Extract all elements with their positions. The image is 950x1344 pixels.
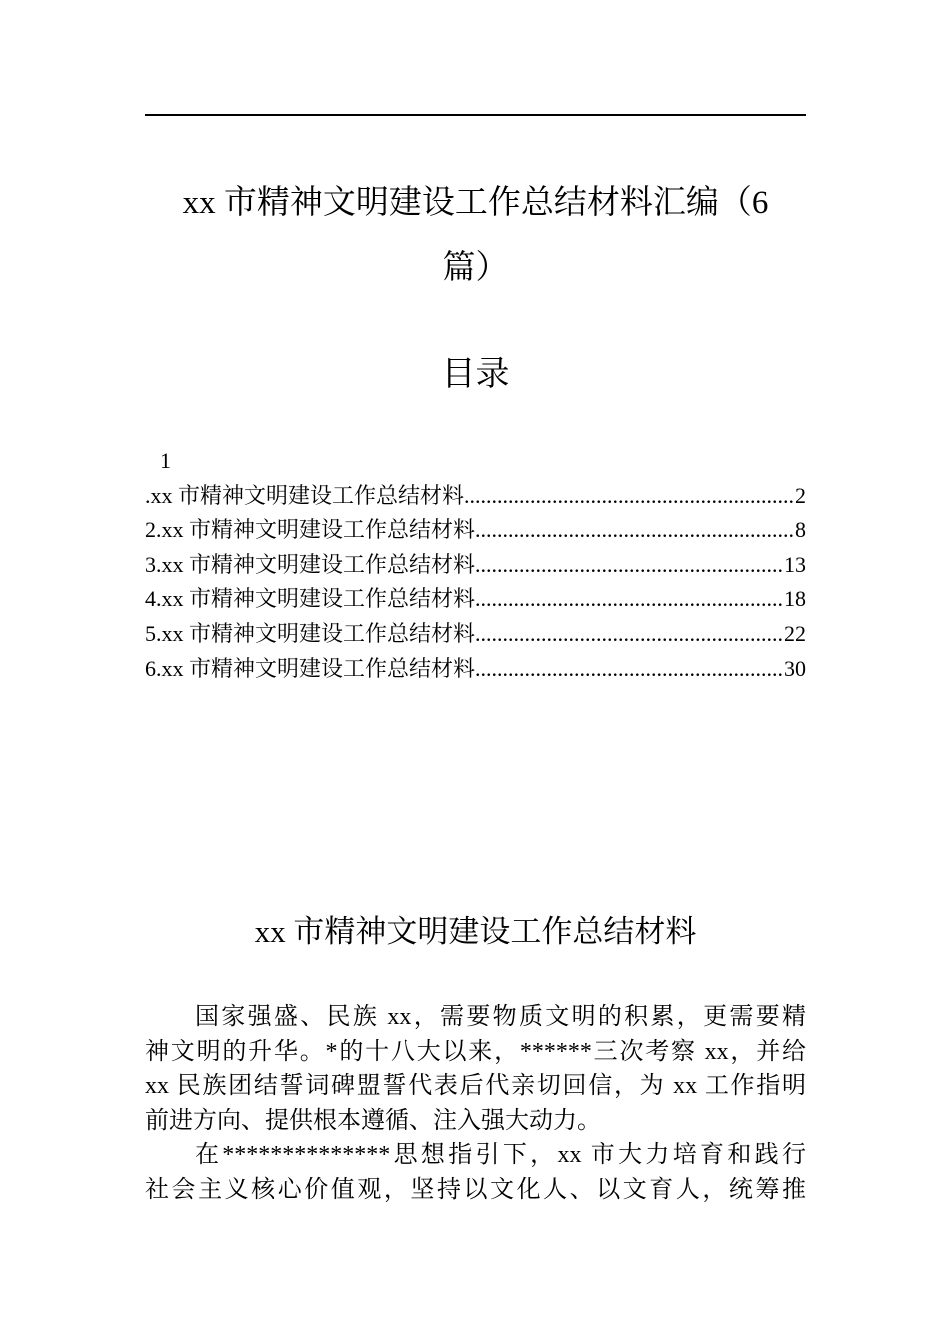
toc-item-page: 8 [795, 517, 806, 543]
toc-item-label: 2.xx 市精神文明建设工作总结材料 [145, 517, 476, 543]
table-of-contents [145, 444, 806, 686]
toc-item[interactable] [145, 513, 806, 548]
toc-item-page: 13 [784, 551, 806, 577]
toc-item-page: 18 [784, 586, 806, 612]
toc-item[interactable] [145, 617, 806, 652]
toc-leader [475, 652, 784, 687]
toc-leader [475, 617, 784, 652]
toc-leader [475, 548, 784, 583]
toc-item[interactable] [145, 479, 806, 514]
toc-item-label: 5.xx 市精神文明建设工作总结材料 [145, 620, 476, 646]
section-body [145, 1000, 806, 1207]
toc-item-page: 2 [795, 482, 806, 508]
toc-leader [475, 513, 795, 548]
toc-item[interactable] [145, 548, 806, 583]
toc-number: 1 [160, 448, 171, 473]
toc-item-page: 30 [784, 655, 806, 681]
toc-leader [475, 582, 784, 617]
toc-heading: 目录 [441, 356, 510, 393]
toc-item[interactable] [145, 652, 806, 687]
header-rule [145, 114, 806, 116]
document-title-line-2: 篇） [442, 250, 509, 286]
section-heading: xx 市精神文明建设工作总结材料 [254, 914, 697, 949]
toc-item-label: .xx 市精神文明建设工作总结材料 [145, 482, 465, 508]
toc-item-page: 22 [784, 620, 806, 646]
body-line: 在**************思想指引下，xx 市大力培育和践行 [195, 1142, 806, 1168]
body-line: 神文明的升华。*的十八大以来，******三次考察 xx，并给 [145, 1038, 806, 1065]
body-line: 前进方向、提供根本遵循、注入强大动力。 [145, 1107, 601, 1134]
body-line: 国家强盛、民族 xx，需要物质文明的积累，更需要精 [195, 1004, 806, 1030]
toc-item-label: 6.xx 市精神文明建设工作总结材料 [145, 655, 476, 681]
toc-leader [464, 479, 795, 514]
toc-item-label: 4.xx 市精神文明建设工作总结材料 [145, 586, 476, 612]
toc-item[interactable] [145, 582, 806, 617]
body-line: xx 民族团结誓词碑盟誓代表后代亲切回信，为 xx 工作指明 [145, 1073, 806, 1099]
document-title-line-1: xx 市精神文明建设工作总结材料汇编（6 [182, 185, 769, 221]
body-line: 社会主义核心价值观，坚持以文化人、以文育人，统筹推 [145, 1176, 806, 1203]
toc-item-label: 3.xx 市精神文明建设工作总结材料 [145, 551, 476, 577]
